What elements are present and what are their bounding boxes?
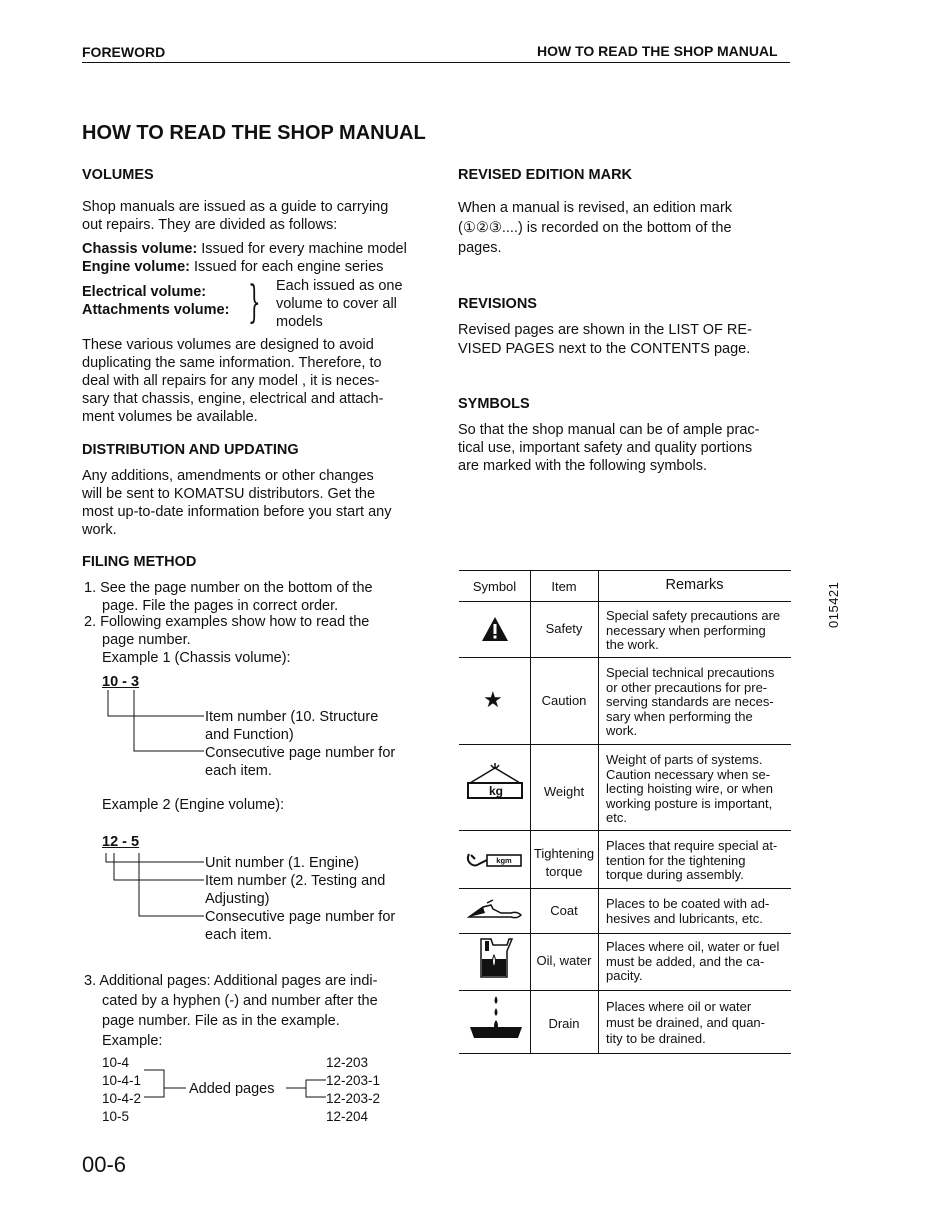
text-line: Places where oil or water [606, 999, 752, 1014]
text-line: necessary when performing [606, 622, 766, 638]
text-line: Each issued as one [276, 278, 403, 294]
text-line: volume to cover all [276, 296, 397, 312]
row-item [530, 785, 598, 800]
text-line: deal with all repairs for any model , it is neces- [82, 373, 380, 389]
text-line: 2. Following examples show how to read the [84, 614, 370, 630]
text-line: duplicating the same information. Therefore, to [82, 355, 382, 371]
text-line: or other precautions for pre- [606, 679, 768, 695]
text-line: tity to be drained. [606, 1031, 706, 1046]
engine-text: Issued for each engine series [189, 259, 384, 275]
example1-lines [205, 708, 395, 780]
row-item [530, 954, 598, 969]
text-line: cated by a hyphen (-) and number after the [102, 993, 378, 1009]
example1-code: 10 - 3 [102, 674, 140, 690]
table-rule [459, 888, 791, 889]
row-item [530, 904, 598, 919]
added-pages-label: Added pages [189, 1081, 275, 1097]
revised-heading: REVISED EDITION MARK [458, 167, 633, 183]
torque-icon-label: kgm [496, 856, 512, 865]
text-line: sary that chassis, engine, electrical and attach- [82, 391, 384, 407]
table-rule [459, 830, 791, 831]
header-right: HOW TO READ THE SHOP MANUAL [537, 43, 778, 59]
revisions-body [458, 321, 752, 359]
page-entry: 10-4 [102, 1055, 130, 1070]
text-line: Adjusting) [205, 891, 270, 907]
text-line: Item number (10. Structure [205, 709, 379, 725]
page-title: HOW TO READ THE SHOP MANUAL [82, 122, 426, 144]
text-line: lecting hoisting wire, or when [606, 781, 773, 797]
example2-code: 12 - 5 [102, 834, 140, 850]
text-line: page. File the pages in correct order. [102, 598, 339, 614]
table-rule [459, 990, 791, 991]
example1-label: Example 1 (Chassis volume): [102, 650, 291, 666]
symbols-heading: SYMBOLS [458, 396, 530, 412]
weight-icon-label: kg [488, 784, 503, 798]
text-line: Caution necessary when se- [606, 766, 771, 782]
table-rule [459, 657, 791, 658]
attachments-label: Attachments volume: [82, 302, 230, 318]
text-line: Consecutive page number for [205, 745, 396, 761]
text-line: work. [606, 723, 638, 739]
page-entry: 10-4-1 [102, 1073, 142, 1088]
header-remarks: Remarks [665, 577, 724, 593]
text-line: Weight of parts of systems. [606, 752, 763, 767]
text-line: Caution [541, 693, 587, 708]
row-item [530, 622, 598, 637]
table-rule [459, 570, 791, 571]
text-line: 3. Additional pages: Additional pages are indi- [84, 973, 378, 989]
filing-heading: FILING METHOD [82, 554, 197, 570]
text-line: VISED PAGES next to the CONTENTS page. [458, 341, 751, 357]
text-line: Drain [548, 1016, 580, 1031]
text-line: work. [82, 522, 117, 538]
row-remarks [606, 940, 779, 984]
text-line: Weight [543, 784, 585, 799]
electrical-label: Electrical volume: [82, 284, 207, 300]
text-line: pages. [458, 240, 502, 256]
page-entry: 12-203-2 [326, 1091, 381, 1106]
text-line: So that the shop manual can be of ample prac- [458, 422, 760, 438]
header-item: Item [551, 579, 577, 594]
text-line: torque during assembly. [606, 867, 744, 883]
text-line: out repairs. They are divided as follows: [82, 217, 338, 233]
text-line: When a manual is revised, an edition mark [458, 200, 733, 216]
row-remarks [606, 666, 774, 739]
symbols-body [458, 421, 759, 475]
chassis-label: Chassis volume: [82, 241, 198, 257]
page-entry: 10-5 [102, 1109, 130, 1124]
text-line: will be sent to KOMATSU distributors. Get the [82, 486, 376, 502]
header-left: FOREWORD [82, 44, 166, 60]
row-remarks [606, 839, 777, 883]
table-rule [459, 744, 791, 745]
side-code: 015421 [826, 581, 841, 628]
text-line: working posture is important, [606, 795, 773, 811]
header-symbol: Symbol [472, 579, 517, 594]
text-line: page number. [102, 632, 191, 648]
text-line: etc. [606, 810, 627, 826]
filing-item-3 [84, 971, 378, 1051]
table-divider [530, 570, 531, 1053]
star-icon: ★ [483, 687, 503, 712]
text-line: Coat [550, 903, 578, 918]
revisions-heading: REVISIONS [458, 296, 537, 312]
text-line: Consecutive page number for [205, 909, 396, 925]
text-line: Item number (2. Testing and [205, 873, 386, 889]
text-line: tical use, important safety and quality portions [458, 440, 753, 456]
table-rule [459, 601, 791, 602]
table-rule [459, 933, 791, 934]
text-line: 1. See the page number on the bottom of the [84, 580, 373, 596]
text-line: Example: [102, 1033, 163, 1049]
page-entry: 12-203 [326, 1055, 369, 1070]
distribution-heading: DISTRIBUTION AND UPDATING [82, 442, 299, 458]
row-remarks [606, 999, 765, 1047]
safety-warning-icon [481, 616, 509, 642]
text-line: each item. [205, 927, 272, 943]
page-entry: 12-204 [326, 1109, 369, 1124]
chassis-text: Issued for every machine model [197, 241, 407, 257]
text-line: Safety [545, 621, 583, 636]
text-line: Revised pages are shown in the LIST OF RE- [458, 322, 752, 338]
example2-lines [205, 854, 395, 944]
page-entry: 10-4-2 [102, 1091, 142, 1106]
text-line: Shop manuals are issued as a guide to carrying [82, 199, 389, 215]
text-line: Any additions, amendments or other changes [82, 468, 374, 484]
revised-body [458, 198, 732, 258]
text-line: sary when performing the [606, 708, 753, 724]
text-line: Special safety precautions are [606, 608, 781, 623]
oil-water-icon [477, 937, 513, 981]
text-line: Places to be coated with ad- [606, 896, 770, 911]
text-line: Tightening [533, 846, 595, 861]
text-line: hesives and lubricants, etc. [606, 910, 763, 926]
row-remarks [606, 897, 769, 926]
text-line: These various volumes are designed to avoid [82, 337, 374, 353]
text-line: and Function) [205, 727, 294, 743]
row-remarks [606, 609, 780, 653]
pages-right [326, 1054, 380, 1126]
text-line: Places where oil, water or fuel [606, 939, 780, 954]
engine-label: Engine volume: [82, 259, 190, 275]
example2-label: Example 2 (Engine volume): [102, 797, 285, 813]
text-line: Places that require special at- [606, 838, 778, 853]
table-divider [598, 570, 599, 1053]
text-line: Oil, water [536, 953, 592, 968]
text-line: must be drained, and quan- [606, 1015, 765, 1030]
text-line: (①②③....) is recorded on the bottom of the [458, 220, 732, 236]
text-line: most up-to-date information before you start any [82, 504, 392, 520]
brace: } [248, 277, 261, 328]
drain-icon [469, 995, 523, 1041]
text-line: the work. [606, 637, 659, 653]
text-line: page number. File as in the example. [102, 1013, 340, 1029]
text-line: models [276, 314, 323, 330]
row-item [530, 847, 598, 879]
text-line: Unit number (1. Engine) [205, 855, 359, 871]
coat-icon [467, 899, 525, 923]
text-line: torque [545, 863, 583, 879]
text-line: ment volumes be available. [82, 409, 258, 425]
page-entry: 12-203-1 [326, 1073, 381, 1088]
row-item [530, 694, 598, 709]
text-line: serving standards are neces- [606, 694, 774, 710]
row-remarks [606, 753, 773, 826]
text-line: pacity. [606, 968, 643, 984]
text-line: Special technical precautions [606, 665, 775, 680]
pages-left [102, 1054, 141, 1126]
text-line: must be added, and the ca- [606, 953, 765, 969]
page-number: 00-6 [82, 1152, 127, 1177]
text-line: are marked with the following symbols. [458, 458, 708, 474]
text-line: each item. [205, 763, 272, 779]
text-line: tention for the tightening [606, 852, 746, 868]
table-rule [459, 1053, 791, 1054]
volumes-heading: VOLUMES [82, 167, 154, 183]
row-item [530, 1017, 598, 1032]
